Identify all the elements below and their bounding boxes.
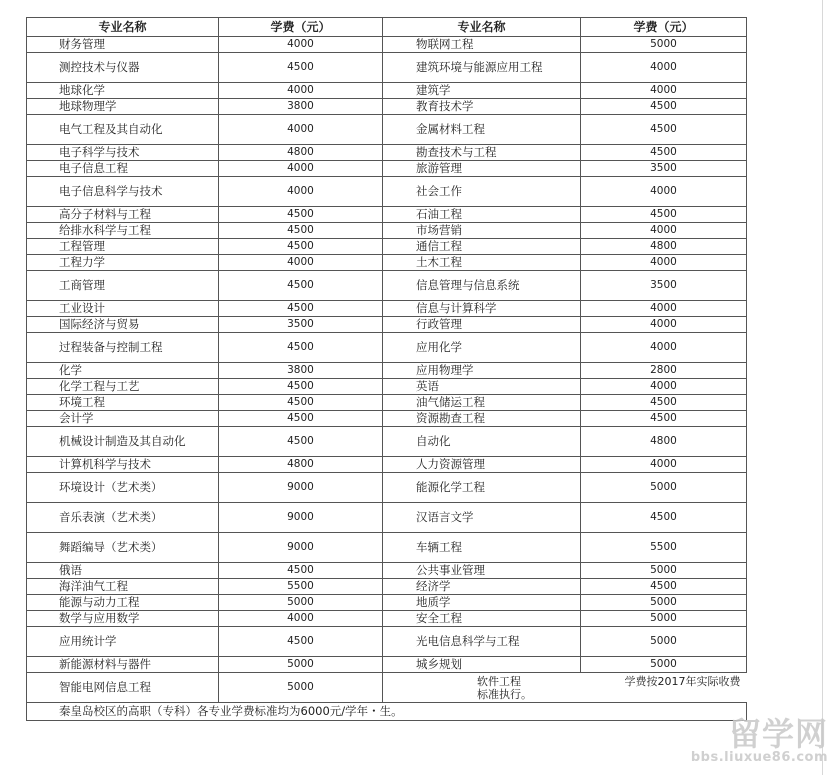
- major-name-cell: 电子信息工程: [27, 161, 219, 177]
- major-name-cell: 汉语言文学: [383, 503, 581, 533]
- major-name-cell: 通信工程: [383, 239, 581, 255]
- table-row: [27, 99, 747, 115]
- table-footer-row: [27, 703, 747, 721]
- table-row: [27, 223, 747, 239]
- major-name-cell: 电气工程及其自动化: [27, 115, 219, 145]
- footer-note: 秦皇岛校区的高职（专科）各专业学费标准均为6000元/学年・生。: [27, 703, 747, 721]
- tuition-cell: 5000: [581, 657, 747, 673]
- major-name-cell: 给排水科学与工程: [27, 223, 219, 239]
- major-name-cell: 数学与应用数学: [27, 611, 219, 627]
- header-major-name-1: 专业名称: [27, 18, 219, 37]
- tuition-fee-table: [26, 17, 747, 721]
- table-row: [27, 657, 747, 673]
- major-name-cell: 会计学: [27, 411, 219, 427]
- tuition-cell: 5000: [219, 657, 383, 673]
- table-row: [27, 333, 747, 363]
- tuition-cell: 4500: [581, 99, 747, 115]
- tuition-cell: 4000: [581, 317, 747, 333]
- note-left: [477, 675, 532, 701]
- major-name-cell: 勘查技术与工程: [383, 145, 581, 161]
- tuition-cell: 9000: [219, 533, 383, 563]
- tuition-cell: 3500: [581, 271, 747, 301]
- tuition-table-container: [26, 17, 746, 721]
- tuition-cell: 4000: [581, 255, 747, 271]
- header-major-name-2: 专业名称: [383, 18, 581, 37]
- table-row: [27, 627, 747, 657]
- major-name-cell: 工商管理: [27, 271, 219, 301]
- table-row: [27, 503, 747, 533]
- tuition-cell: 4500: [219, 411, 383, 427]
- tuition-cell: 4000: [219, 161, 383, 177]
- tuition-cell: 2800: [581, 363, 747, 379]
- table-row: [27, 595, 747, 611]
- tuition-cell: 4500: [581, 411, 747, 427]
- tuition-cell: 4000: [219, 83, 383, 99]
- note-right: [625, 675, 741, 701]
- table-row: [27, 53, 747, 83]
- tuition-cell: 9000: [219, 503, 383, 533]
- major-name-cell: 信息管理与信息系统: [383, 271, 581, 301]
- table-row: [27, 271, 747, 301]
- tuition-cell: 4500: [219, 627, 383, 657]
- major-name-cell: 建筑学: [383, 83, 581, 99]
- tuition-cell: 4500: [219, 563, 383, 579]
- note-right-text: 学费按2017年实际收费: [624, 674, 741, 688]
- tuition-cell: 4500: [219, 333, 383, 363]
- tuition-cell: 4500: [219, 271, 383, 301]
- tuition-cell: 5000: [219, 595, 383, 611]
- tuition-cell: 4000: [219, 37, 383, 53]
- major-name-cell: 测控技术与仪器: [27, 53, 219, 83]
- tuition-cell: 4800: [219, 457, 383, 473]
- tuition-cell: 5000: [219, 673, 383, 703]
- table-row: [27, 37, 747, 53]
- major-name-cell: 人力资源管理: [383, 457, 581, 473]
- table-row: [27, 239, 747, 255]
- major-name-cell: 财务管理: [27, 37, 219, 53]
- major-name-cell: 高分子材料与工程: [27, 207, 219, 223]
- major-name-cell: 信息与计算科学: [383, 301, 581, 317]
- major-name-cell: 化学工程与工艺: [27, 379, 219, 395]
- table-row: [27, 457, 747, 473]
- page-right-border: [822, 0, 823, 775]
- tuition-cell: 4000: [219, 115, 383, 145]
- tuition-cell: 9000: [219, 473, 383, 503]
- major-name-cell: 经济学: [383, 579, 581, 595]
- tuition-cell: 4800: [581, 239, 747, 255]
- table-row: [27, 177, 747, 207]
- tuition-cell: 4500: [581, 503, 747, 533]
- major-name-cell: 电子信息科学与技术: [27, 177, 219, 207]
- major-name-cell: 工业设计: [27, 301, 219, 317]
- tuition-cell: 5000: [581, 627, 747, 657]
- major-name-cell: 应用化学: [383, 333, 581, 363]
- table-row: [27, 207, 747, 223]
- tuition-cell: 5000: [581, 37, 747, 53]
- table-row: [27, 255, 747, 271]
- table-row: [27, 611, 747, 627]
- header-tuition-2: 学费（元）: [581, 18, 747, 37]
- tuition-cell: 4500: [581, 145, 747, 161]
- note-cell: [383, 673, 747, 703]
- table-row: [27, 379, 747, 395]
- major-name-cell: 行政管理: [383, 317, 581, 333]
- major-name-cell: 舞蹈编导（艺术类）: [27, 533, 219, 563]
- major-name-cell: 旅游管理: [383, 161, 581, 177]
- tuition-cell: 4000: [581, 333, 747, 363]
- watermark-logo-text: 留学网: [728, 715, 828, 753]
- tuition-cell: 4000: [581, 83, 747, 99]
- major-name-cell: 俄语: [27, 563, 219, 579]
- major-name-cell: 车辆工程: [383, 533, 581, 563]
- table-row: [27, 395, 747, 411]
- table-row: [27, 301, 747, 317]
- watermark-url: bbs.liuxue86.com: [690, 750, 828, 765]
- header-tuition-1: 学费（元）: [219, 18, 383, 37]
- major-name-cell: 应用物理学: [383, 363, 581, 379]
- tuition-cell: 5000: [581, 611, 747, 627]
- tuition-cell: 4500: [581, 115, 747, 145]
- major-name-cell: 过程装备与控制工程: [27, 333, 219, 363]
- tuition-cell: 4000: [219, 255, 383, 271]
- table-row: [27, 473, 747, 503]
- major-name-cell: 国际经济与贸易: [27, 317, 219, 333]
- major-name-cell: 地球物理学: [27, 99, 219, 115]
- major-name-cell: 油气储运工程: [383, 395, 581, 411]
- table-row: [27, 579, 747, 595]
- major-name-cell: 社会工作: [383, 177, 581, 207]
- tuition-cell: 4500: [219, 53, 383, 83]
- tuition-cell: 4500: [219, 301, 383, 317]
- site-watermark: [691, 717, 828, 765]
- major-name-cell: 海洋油气工程: [27, 579, 219, 595]
- major-name-cell: 英语: [383, 379, 581, 395]
- tuition-cell: 4500: [581, 207, 747, 223]
- major-name-cell: 新能源材料与器件: [27, 657, 219, 673]
- tuition-cell: 4000: [581, 379, 747, 395]
- table-row: [27, 161, 747, 177]
- tuition-cell: 4000: [581, 53, 747, 83]
- table-row-last: [27, 673, 747, 703]
- table-row: [27, 115, 747, 145]
- major-name-cell: 城乡规划: [383, 657, 581, 673]
- tuition-cell: 4000: [219, 611, 383, 627]
- table-row: [27, 411, 747, 427]
- tuition-cell: 5000: [581, 473, 747, 503]
- major-name-cell: 地球化学: [27, 83, 219, 99]
- major-name-cell: 教育技术学: [383, 99, 581, 115]
- table-row: [27, 533, 747, 563]
- major-name-cell: 光电信息科学与工程: [383, 627, 581, 657]
- major-name-cell: 计算机科学与技术: [27, 457, 219, 473]
- major-name-cell: 能源与动力工程: [27, 595, 219, 611]
- tuition-cell: 4500: [219, 427, 383, 457]
- major-name-cell: 物联网工程: [383, 37, 581, 53]
- major-name-cell: 金属材料工程: [383, 115, 581, 145]
- tuition-cell: 3500: [581, 161, 747, 177]
- table-body: [27, 37, 747, 673]
- tuition-cell: 4800: [219, 145, 383, 161]
- major-name-cell: 市场营销: [383, 223, 581, 239]
- major-name-cell: 地质学: [383, 595, 581, 611]
- tuition-cell: 4000: [581, 457, 747, 473]
- major-name-cell: 音乐表演（艺术类）: [27, 503, 219, 533]
- tuition-cell: 4500: [219, 207, 383, 223]
- tuition-cell: 4500: [581, 395, 747, 411]
- major-name-cell: 机械设计制造及其自动化: [27, 427, 219, 457]
- tuition-cell: 5500: [219, 579, 383, 595]
- table-row: [27, 145, 747, 161]
- major-name-cell: 土木工程: [383, 255, 581, 271]
- tuition-cell: 4000: [581, 177, 747, 207]
- major-name-cell: 安全工程: [383, 611, 581, 627]
- major-name-cell: 电子科学与技术: [27, 145, 219, 161]
- tuition-cell: 4500: [219, 395, 383, 411]
- major-name-cell: 公共事业管理: [383, 563, 581, 579]
- tuition-cell: 4500: [219, 223, 383, 239]
- table-row: [27, 363, 747, 379]
- table-row: [27, 83, 747, 99]
- note-left-line-2: 标准执行。: [477, 687, 532, 701]
- major-name-cell: 工程管理: [27, 239, 219, 255]
- major-name-cell: 资源勘查工程: [383, 411, 581, 427]
- tuition-cell: 5000: [581, 595, 747, 611]
- tuition-cell: 4800: [581, 427, 747, 457]
- tuition-cell: 5000: [581, 563, 747, 579]
- tuition-cell: 4000: [581, 223, 747, 239]
- tuition-cell: 4500: [219, 239, 383, 255]
- major-name-cell: 环境设计（艺术类）: [27, 473, 219, 503]
- tuition-cell: 3800: [219, 99, 383, 115]
- tuition-cell: 4500: [581, 579, 747, 595]
- note-left-line-1: 软件工程: [477, 674, 521, 688]
- tuition-cell: 4000: [219, 177, 383, 207]
- table-row: [27, 563, 747, 579]
- major-name-cell: 建筑环境与能源应用工程: [383, 53, 581, 83]
- table-row: [27, 427, 747, 457]
- major-name-cell: 工程力学: [27, 255, 219, 271]
- major-name-cell: 能源化学工程: [383, 473, 581, 503]
- table-header-row: [27, 18, 747, 37]
- major-name-cell: 智能电网信息工程: [27, 673, 219, 703]
- tuition-cell: 4000: [581, 301, 747, 317]
- tuition-cell: 3800: [219, 363, 383, 379]
- major-name-cell: 环境工程: [27, 395, 219, 411]
- tuition-cell: 3500: [219, 317, 383, 333]
- tuition-cell: 5500: [581, 533, 747, 563]
- major-name-cell: 自动化: [383, 427, 581, 457]
- major-name-cell: 石油工程: [383, 207, 581, 223]
- major-name-cell: 应用统计学: [27, 627, 219, 657]
- major-name-cell: 化学: [27, 363, 219, 379]
- tuition-cell: 4500: [219, 379, 383, 395]
- table-row: [27, 317, 747, 333]
